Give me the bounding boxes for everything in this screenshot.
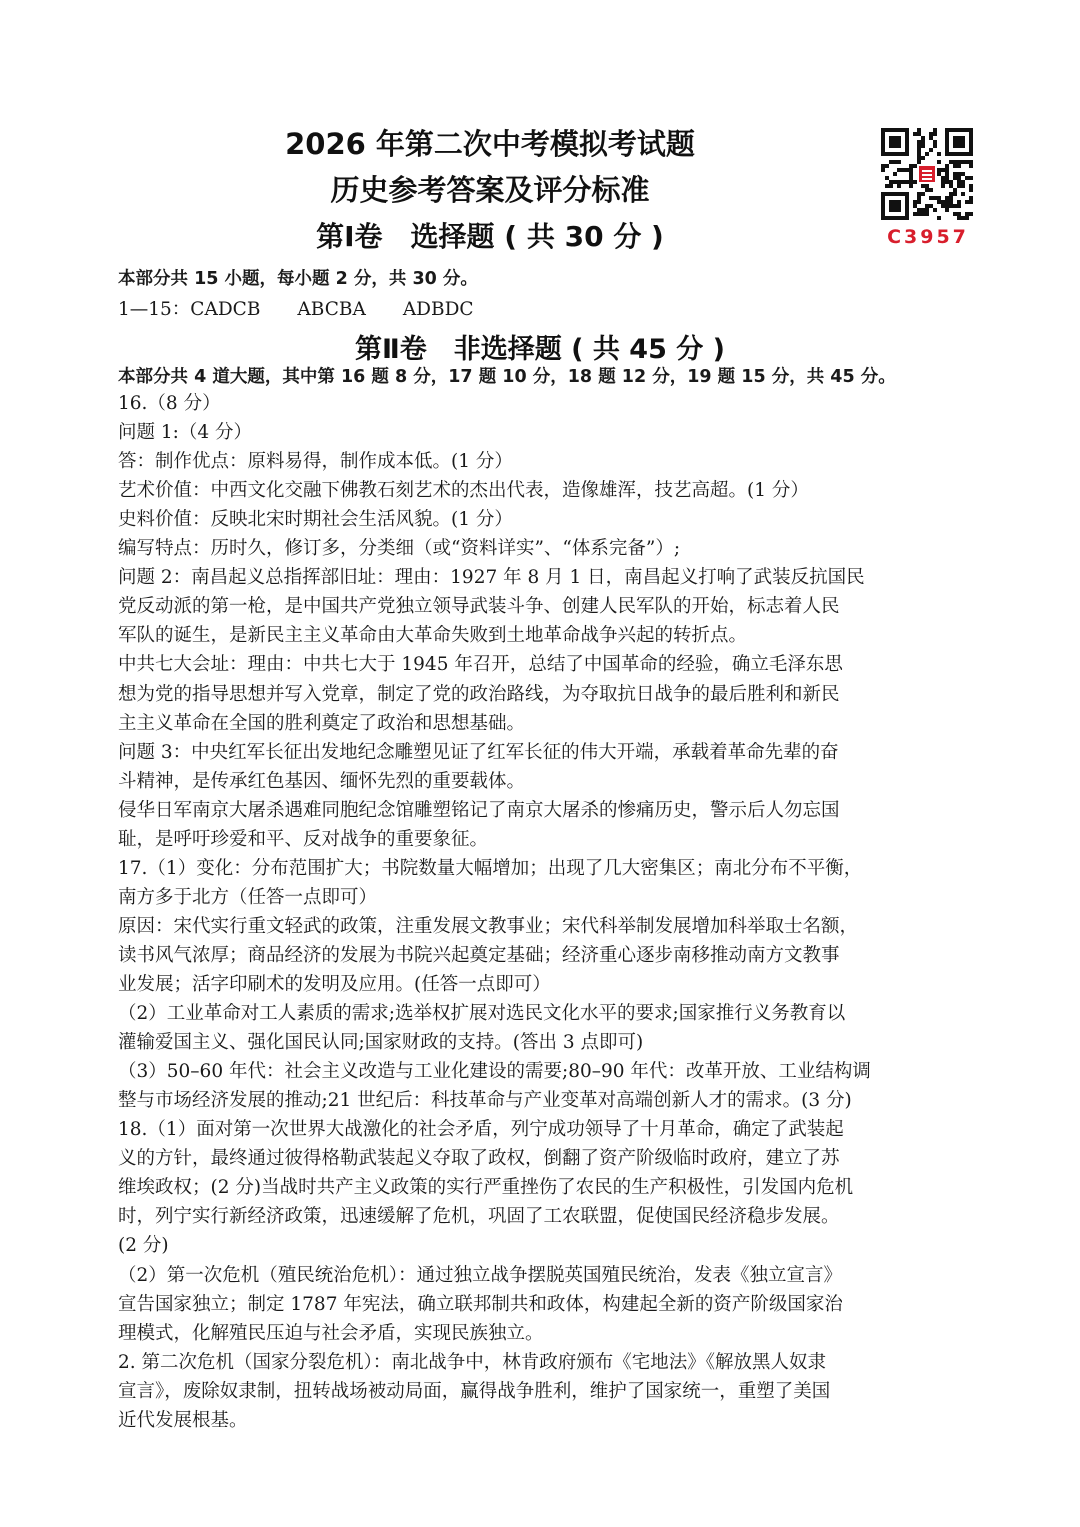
section2-heading: 第Ⅱ卷 非选择题 ( 共 45 分 ) (354, 334, 726, 365)
answer-line: 耻，是呼吁珍爱和平、反对战争的重要象征。 (118, 828, 489, 850)
answer-line: 问题 2：南昌起义总指挥部旧址：理由：1927 年 8 月 1 日，南昌起义打响了武装反抗国民 (118, 567, 865, 589)
answer-line: 宣告国家独立；制定 1787 年宪法，确立联邦制共和政体，构建起全新的资产阶级国家治 (118, 1293, 843, 1315)
section1-intro: 本部分共 15 小题，每小题 2 分，共 30 分。 (118, 269, 478, 289)
exam-subtitle: 历史参考答案及评分标准 (330, 173, 650, 207)
answer-line: 主主义革命在全国的胜利奠定了政治和思想基础。 (118, 712, 526, 734)
answer-line: 灌输爱国主义、强化国民认同;国家财政的支持。(答出 3 点即可) (118, 1032, 644, 1054)
answer-line: 编写特点：历时久，修订多，分类细（或“资料详实”、“体系完备”）; (118, 538, 681, 560)
choice-answers: 1—15：CADCB ABCBA ADBDC (118, 299, 474, 320)
answer-line: （3）50–60 年代：社会主义改造与工业化建设的需要;80–90 年代：改革开放、工业结构调 (118, 1061, 871, 1083)
answer-line: 南方多于北方（任答一点即可） (118, 886, 378, 908)
answer-line: 18.（1）面对第一次世界大战激化的社会矛盾，列宁成功领导了十月革命，确定了武装起 (118, 1119, 844, 1141)
answer-line: 17.（1）变化：分布范围扩大；书院数量大幅增加；出现了几大密集区；南北分布不平衡， (118, 857, 863, 879)
exam-code: C3957 (887, 226, 969, 248)
answer-line: 中共七大会址：理由：中共七大于 1945 年召开，总结了中国革命的经验，确立毛泽东思 (118, 654, 843, 676)
answer-line: 义的方针，最终通过彼得格勒武装起义夺取了政权，倒翻了资产阶级临时政府，建立了苏 (118, 1148, 840, 1170)
answer-line: （2）工业革命对工人素质的需求;选举权扩展对选民文化水平的要求;国家推行义务教育以 (118, 1003, 846, 1025)
answer-line: 想为党的指导思想并写入党章，制定了党的政治路线，为夺取抗日战争的最后胜利和新民 (118, 683, 840, 705)
answer-line: 问题 1:（4 分） (118, 422, 253, 444)
answer-line: 时，列宁实行新经济政策，迅速缓解了危机，巩固了工农联盟，促使国民经济稳步发展。 (118, 1206, 840, 1228)
answer-line: 斗精神，是传承红色基因、缅怀先烈的重要载体。 (118, 770, 526, 792)
answer-line: 党反动派的第一枪，是中国共产党独立领导武装斗争、创建人民军队的开始，标志着人民 (118, 596, 840, 618)
answer-line: 维埃政权；(2 分)当战时共产主义政策的实行严重挫伤了农民的生产积极性，引发国内危机 (118, 1177, 854, 1199)
answer-line: 答：制作优点：原料易得，制作成本低。(1 分） (118, 451, 513, 473)
answer-line: 宣言》，废除奴隶制，扭转战场被动局面，赢得战争胜利，维护了国家统一，重塑了美国 (118, 1380, 831, 1402)
section1-heading: 第Ⅰ卷 选择题 ( 共 30 分 ) (316, 220, 664, 253)
answer-line: 军队的诞生，是新民主主义革命由大革命失败到土地革命战争兴起的转折点。 (118, 625, 748, 647)
answer-line: 侵华日军南京大屠杀遇难同胞纪念馆雕塑铭记了南京大屠杀的惨痛历史，警示后人勿忘国 (118, 799, 840, 821)
answer-line: 整与市场经济发展的推动;21 世纪后：科技革命与产业变革对高端创新人才的需求。(3 分) (118, 1090, 852, 1112)
answer-line: 16.（8 分） (118, 393, 221, 414)
answer-line: 理模式，化解殖民压迫与社会矛盾，实现民族独立。 (118, 1322, 544, 1344)
answer-line: 业发展；活字印刷术的发明及应用。(任答一点即可） (118, 974, 551, 995)
qr-code-icon (881, 128, 973, 220)
answer-line: 艺术价值：中西文化交融下佛教石刻艺术的杰出代表，造像雄浑，技艺高超。(1 分） (118, 480, 809, 502)
answer-line: 近代发展根基。 (118, 1409, 248, 1431)
section2-intro: 本部分共 4 道大题，其中第 16 题 8 分，17 题 10 分，18 题 12 分，19 题 15 分，共 45 分。 (118, 367, 896, 387)
answer-line: 史料价值：反映北宋时期社会生活风貌。(1 分） (118, 509, 513, 531)
answer-line: 2. 第二次危机（国家分裂危机）：南北战争中，林肯政府颁布《宅地法》《解放黑人奴隶 (118, 1351, 827, 1373)
answer-line: (2 分) (118, 1235, 169, 1257)
answer-line: 问题 3：中央红军长征出发地纪念雕塑见证了红军长征的伟大开端，承载着革命先辈的奋 (118, 741, 839, 763)
exam-title: 2026 年第二次中考模拟考试题 (285, 127, 695, 161)
answer-line: 原因：宋代实行重文轻武的政策，注重发展文教事业；宋代科举制发展增加科举取士名额， (118, 915, 859, 937)
answer-line: 读书风气浓厚；商品经济的发展为书院兴起奠定基础；经济重心逐步南移推动南方文教事 (118, 944, 840, 966)
answer-line: （2）第一次危机（殖民统治危机）：通过独立战争摆脱英国殖民统治，发表《独立宣言》 (118, 1264, 843, 1286)
